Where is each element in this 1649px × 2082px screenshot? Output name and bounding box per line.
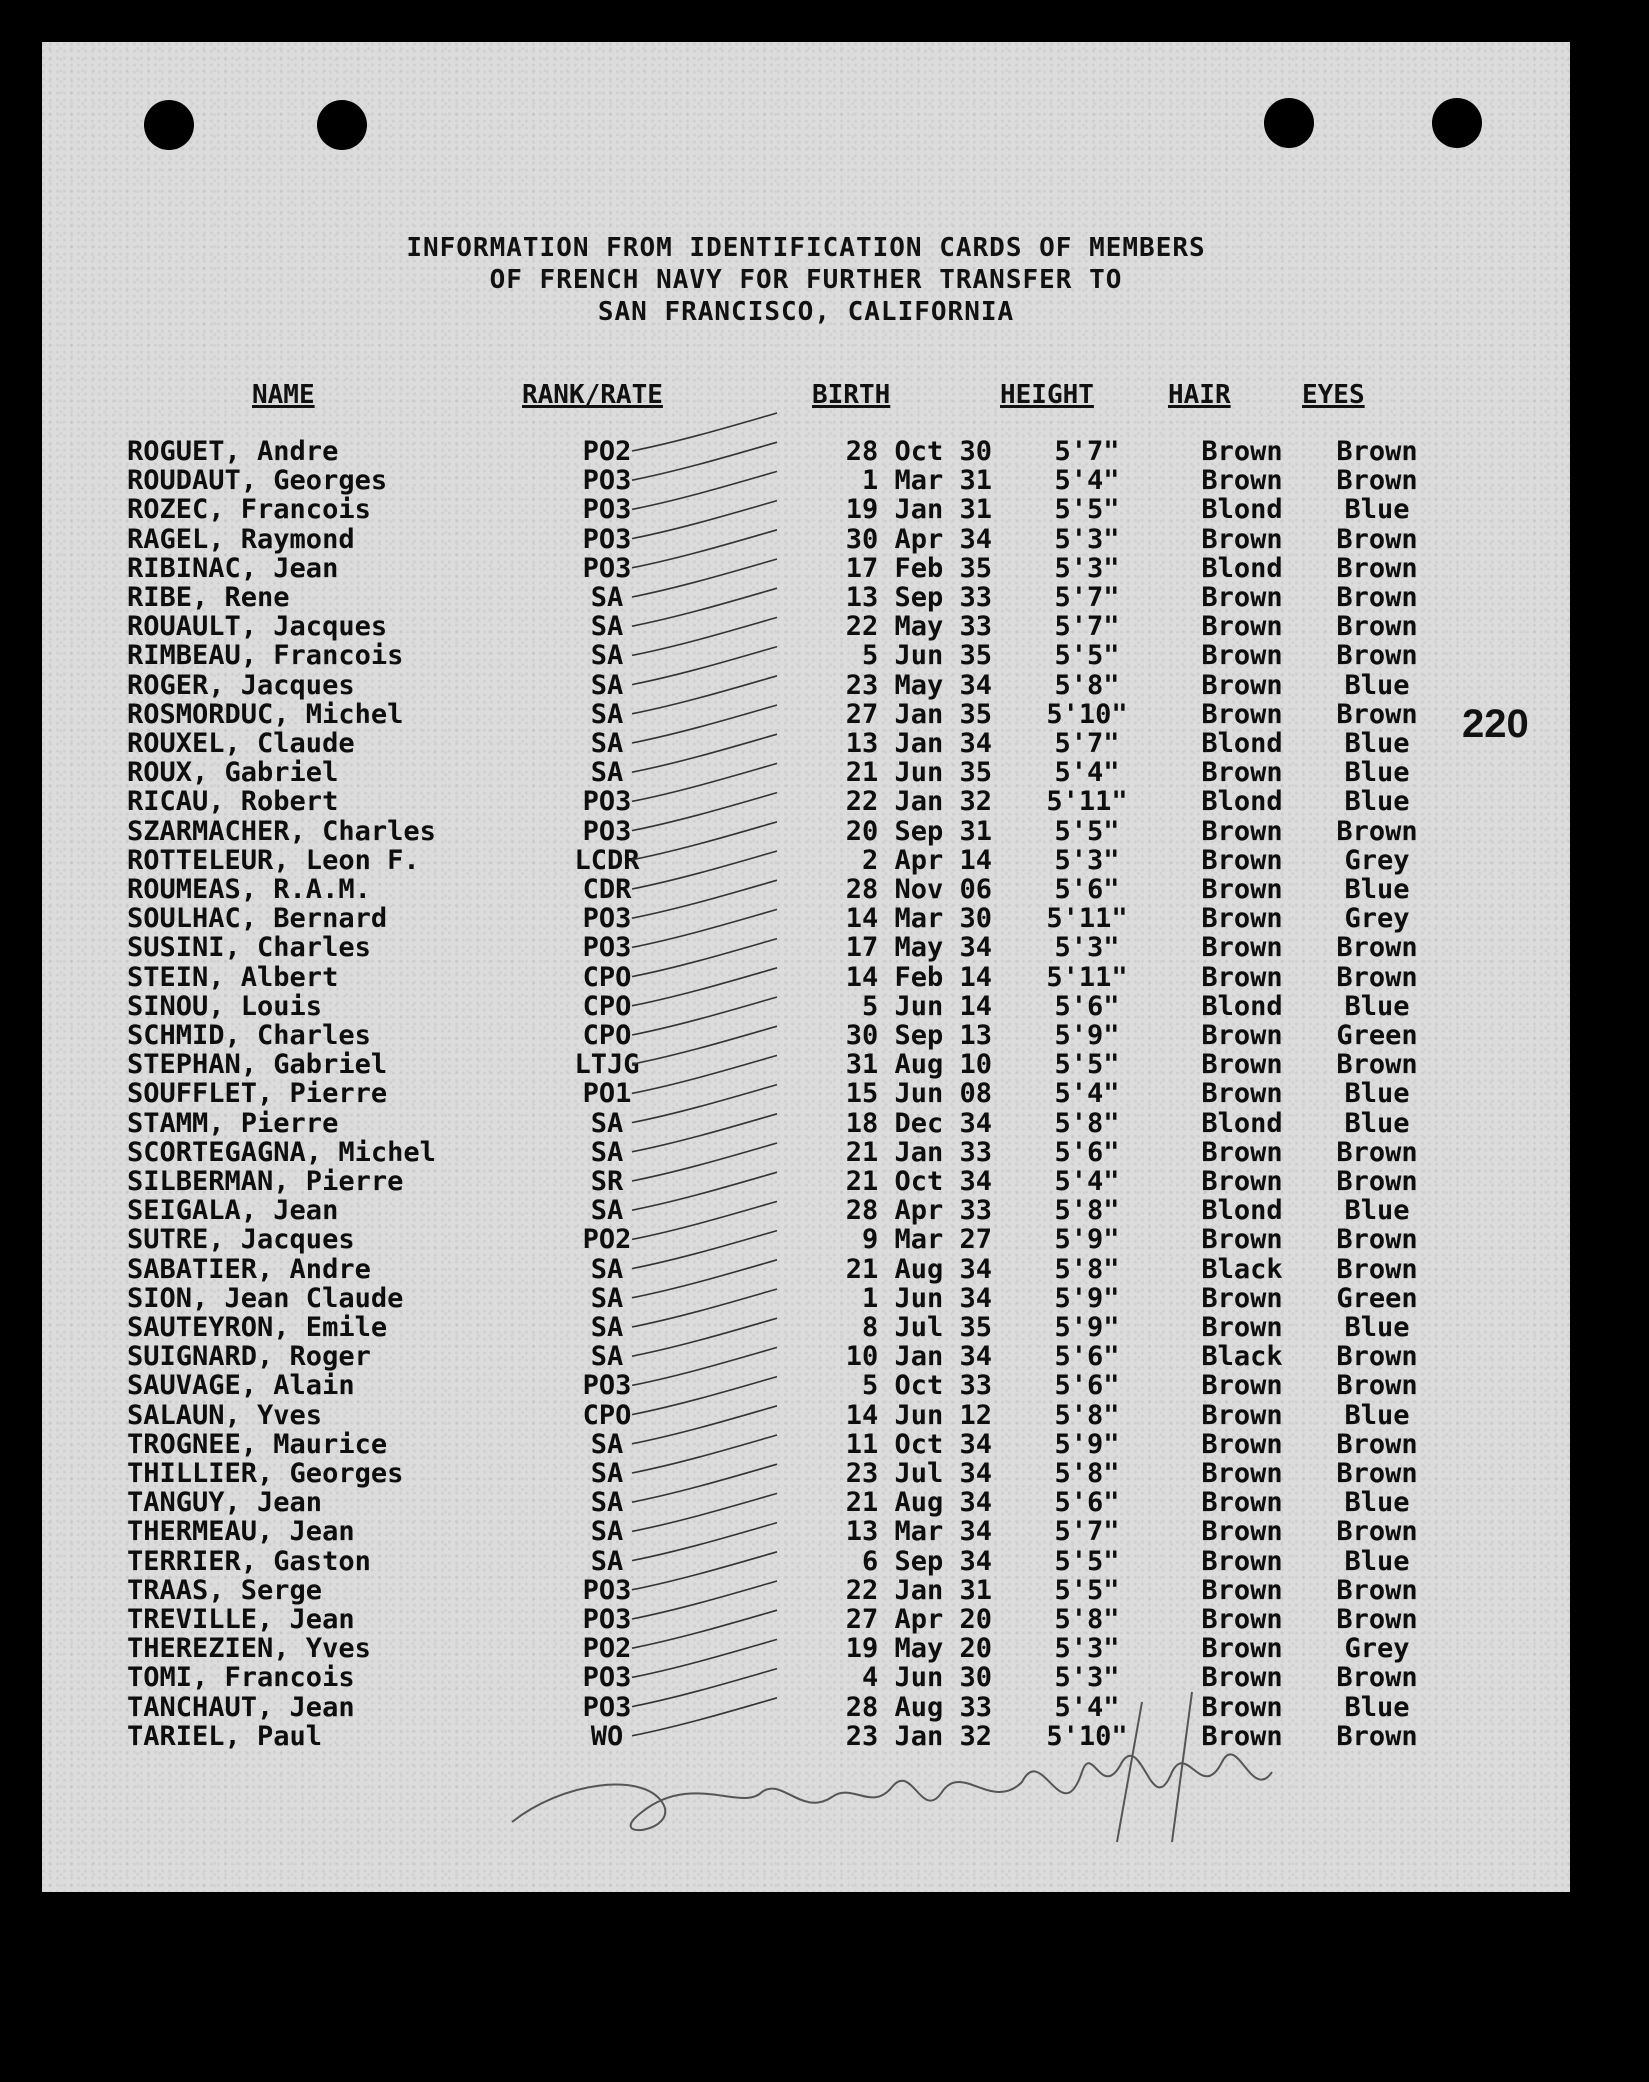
hair-cell: Brown (1201, 1720, 1283, 1752)
height-cell: 5'8" (1054, 1195, 1120, 1227)
hair-cell: Blond (1201, 990, 1283, 1022)
hair-cell: Brown (1201, 1458, 1283, 1489)
name-cell: SINOU, Louis (127, 990, 323, 1022)
rank-rate-cell: SA (590, 1516, 624, 1548)
eyes-cell: Blue (1344, 1107, 1410, 1139)
height-cell: 5'9" (1054, 1282, 1120, 1314)
header-eyes: EYES (1302, 380, 1365, 410)
birth-cell: 17 May 34 (845, 932, 992, 964)
name-cell: STEIN, Albert (127, 961, 339, 993)
birth-cell: 21 Jan 33 (845, 1136, 992, 1168)
height-cell: 5'6" (1054, 1487, 1120, 1519)
rank-rate-cell: SA (590, 1341, 624, 1373)
height-cell: 5'11" (1046, 961, 1128, 993)
hair-cell: Blond (1201, 552, 1283, 584)
birth-cell: 11 Oct 34 (845, 1428, 992, 1460)
height-cell: 5'3" (1054, 523, 1120, 555)
birth-cell: 23 Jan 32 (845, 1720, 992, 1752)
eyes-cell: Brown (1336, 1516, 1418, 1548)
height-cell: 5'5" (1054, 815, 1120, 847)
hair-cell: Brown (1201, 1604, 1283, 1635)
hair-cell: Brown (1201, 698, 1283, 730)
eyes-cell: Blue (1344, 1078, 1410, 1110)
hair-cell: Brown (1201, 1020, 1283, 1051)
eyes-cell: Brown (1336, 1166, 1418, 1197)
height-cell: 5'3" (1054, 932, 1120, 964)
height-cell: 5'5" (1054, 1545, 1120, 1577)
hair-cell: Brown (1201, 1370, 1283, 1402)
hair-cell: Brown (1201, 669, 1283, 701)
name-cell: SALAUN, Yves (127, 1399, 323, 1431)
rank-rate-cell: CPO (582, 1399, 632, 1431)
birth-cell: 23 May 34 (845, 669, 992, 701)
eyes-cell: Brown (1336, 1253, 1418, 1285)
header-height: HEIGHT (1000, 380, 1094, 410)
rank-rate-cell: WO (590, 1720, 624, 1752)
hair-cell: Brown (1201, 932, 1283, 964)
eyes-cell: Blue (1344, 494, 1410, 526)
rank-rate-cell: PO1 (582, 1078, 632, 1110)
height-cell: 5'5" (1054, 1049, 1120, 1081)
rank-rate-cell: LTJG (574, 1049, 640, 1081)
rank-rate-cell: PO3 (582, 552, 632, 584)
rank-rate-cell: SA (590, 1312, 624, 1343)
name-cell: ROUDAUT, Georges (127, 465, 388, 497)
birth-cell: 23 Jul 34 (845, 1458, 992, 1489)
rank-rate-cell: PO3 (582, 1370, 632, 1402)
height-cell: 5'10" (1046, 698, 1128, 730)
birth-cell: 14 Mar 30 (845, 903, 992, 935)
rank-rate-cell: SA (590, 1195, 624, 1227)
rank-rate-cell: PO3 (582, 1662, 632, 1694)
height-cell: 5'5" (1054, 640, 1120, 672)
name-cell: SUIGNARD, Roger (127, 1341, 371, 1373)
eyes-cell: Brown (1336, 611, 1418, 643)
rank-rate-cell: SA (590, 698, 624, 730)
birth-cell: 5 Jun 35 (861, 640, 992, 672)
eyes-cell: Brown (1336, 932, 1418, 964)
height-cell: 5'8" (1054, 669, 1120, 701)
name-cell: TERRIER, Gaston (127, 1545, 371, 1577)
birth-cell: 28 Aug 33 (845, 1691, 992, 1723)
height-cell: 5'9" (1054, 1312, 1120, 1343)
height-cell: 5'6" (1054, 990, 1120, 1022)
rank-rate-cell: SA (590, 1136, 624, 1168)
eyes-cell: Brown (1336, 1136, 1418, 1168)
height-cell: 5'3" (1054, 844, 1120, 876)
birth-cell: 28 Apr 33 (845, 1195, 992, 1227)
name-cell: RIBE, Rene (127, 582, 290, 613)
hair-cell: Brown (1201, 1574, 1283, 1606)
height-cell: 5'3" (1054, 552, 1120, 584)
birth-cell: 20 Sep 31 (845, 815, 992, 847)
birth-cell: 1 Mar 31 (861, 465, 992, 497)
hair-cell: Brown (1201, 1428, 1283, 1460)
hair-cell: Brown (1201, 1545, 1283, 1577)
hair-cell: Brown (1201, 874, 1283, 905)
height-cell: 5'4" (1054, 465, 1120, 497)
eyes-cell: Blue (1344, 728, 1410, 759)
birth-cell: 28 Nov 06 (845, 874, 992, 905)
name-cell: RIMBEAU, Francois (127, 640, 404, 672)
eyes-cell: Brown (1336, 1370, 1418, 1402)
eyes-cell: Grey (1344, 903, 1410, 935)
eyes-cell: Brown (1336, 523, 1418, 555)
eyes-cell: Brown (1336, 1224, 1418, 1256)
hair-cell: Blond (1201, 728, 1283, 759)
header-name: NAME (252, 380, 315, 410)
hair-cell: Blond (1201, 1195, 1283, 1227)
eyes-cell: Brown (1336, 698, 1418, 730)
rank-rate-cell: SA (590, 1282, 624, 1314)
document-page (42, 42, 1570, 1892)
eyes-cell: Blue (1344, 1691, 1410, 1723)
name-cell: ROGUET, Andre (127, 436, 339, 467)
rank-rate-cell: SR (590, 1166, 624, 1197)
name-cell: RICAU, Robert (127, 786, 339, 818)
eyes-cell: Blue (1344, 786, 1410, 818)
rank-rate-cell: PO3 (582, 494, 632, 526)
height-cell: 5'9" (1054, 1020, 1120, 1051)
rank-rate-cell: CDR (582, 874, 632, 905)
eyes-cell: Blue (1344, 1545, 1410, 1577)
name-cell: ROUAULT, Jacques (127, 611, 388, 643)
rank-rate-cell: SA (590, 728, 624, 759)
name-cell: SAUTEYRON, Emile (127, 1312, 388, 1343)
birth-cell: 22 Jan 31 (845, 1574, 992, 1606)
eyes-cell: Grey (1344, 1633, 1410, 1665)
name-cell: SABATIER, Andre (127, 1253, 371, 1285)
hair-cell: Brown (1201, 1282, 1283, 1314)
rank-rate-cell: SA (590, 1545, 624, 1577)
name-cell: ROTTELEUR, Leon F. (127, 844, 420, 876)
hair-cell: Brown (1201, 436, 1283, 467)
eyes-cell: Brown (1336, 436, 1418, 467)
eyes-cell: Brown (1336, 961, 1418, 993)
eyes-cell: Brown (1336, 1720, 1418, 1752)
height-cell: 5'6" (1054, 1136, 1120, 1168)
birth-cell: 30 Apr 34 (845, 523, 992, 555)
rank-rate-cell: SA (590, 582, 624, 613)
rank-rate-cell: CPO (582, 961, 632, 993)
name-cell: ROGER, Jacques (127, 669, 355, 701)
rank-rate-cell: PO3 (582, 786, 632, 818)
birth-cell: 14 Jun 12 (845, 1399, 992, 1431)
rank-rate-cell: PO3 (582, 1691, 632, 1723)
hair-cell: Brown (1201, 611, 1283, 643)
height-cell: 5'11" (1046, 903, 1128, 935)
birth-cell: 30 Sep 13 (845, 1020, 992, 1051)
rank-rate-cell: PO3 (582, 932, 632, 964)
rank-rate-cell: PO2 (582, 1224, 632, 1256)
eyes-cell: Blue (1344, 757, 1410, 789)
height-cell: 5'3" (1054, 1662, 1120, 1694)
birth-cell: 9 Mar 27 (861, 1224, 992, 1256)
birth-cell: 1 Jun 34 (861, 1282, 992, 1314)
page-number: 220 (1462, 702, 1529, 746)
eyes-cell: Brown (1336, 815, 1418, 847)
rank-rate-cell: PO3 (582, 815, 632, 847)
height-cell: 5'4" (1054, 1166, 1120, 1197)
rank-rate-cell: LCDR (574, 844, 640, 876)
birth-cell: 10 Jan 34 (845, 1341, 992, 1373)
header-rank-rate: RANK/RATE (522, 380, 663, 410)
hair-cell: Brown (1201, 815, 1283, 847)
height-cell: 5'7" (1054, 728, 1120, 759)
birth-cell: 13 Mar 34 (845, 1516, 992, 1548)
birth-cell: 6 Sep 34 (861, 1545, 992, 1577)
birth-cell: 19 Jan 31 (845, 494, 992, 526)
hair-cell: Blond (1201, 786, 1283, 818)
birth-cell: 21 Aug 34 (845, 1487, 992, 1519)
rank-rate-cell: SA (590, 1458, 624, 1489)
hair-cell: Brown (1201, 1049, 1283, 1081)
height-cell: 5'7" (1054, 1516, 1120, 1548)
hair-cell: Brown (1201, 1078, 1283, 1110)
eyes-cell: Brown (1336, 1458, 1418, 1489)
height-cell: 5'7" (1054, 582, 1120, 613)
birth-cell: 19 May 20 (845, 1633, 992, 1665)
birth-cell: 27 Apr 20 (845, 1604, 992, 1635)
name-cell: TANCHAUT, Jean (127, 1691, 355, 1723)
rank-rate-cell: SA (590, 1428, 624, 1460)
hair-cell: Black (1201, 1253, 1283, 1285)
hair-cell: Brown (1201, 1633, 1283, 1665)
birth-cell: 22 May 33 (845, 611, 992, 643)
birth-cell: 21 Jun 35 (845, 757, 992, 789)
birth-cell: 15 Jun 08 (845, 1078, 992, 1110)
rank-rate-cell: SA (590, 1487, 624, 1519)
hair-cell: Blond (1201, 494, 1283, 526)
height-cell: 5'11" (1046, 786, 1128, 818)
rank-rate-cell: PO3 (582, 903, 632, 935)
name-cell: SEIGALA, Jean (127, 1195, 339, 1227)
rank-rate-cell: CPO (582, 1020, 632, 1051)
hair-cell: Brown (1201, 1224, 1283, 1256)
hair-cell: Brown (1201, 961, 1283, 993)
name-cell: SCHMID, Charles (127, 1020, 371, 1051)
name-cell: SOUFFLET, Pierre (127, 1078, 388, 1110)
header-birth: BIRTH (812, 380, 891, 410)
rank-rate-cell: SA (590, 757, 624, 789)
name-cell: TARIEL, Paul (127, 1720, 323, 1752)
eyes-cell: Brown (1336, 582, 1418, 613)
birth-cell: 28 Oct 30 (845, 436, 992, 467)
eyes-cell: Brown (1336, 1574, 1418, 1606)
name-cell: TANGUY, Jean (127, 1487, 323, 1519)
birth-cell: 21 Aug 34 (845, 1253, 992, 1285)
title-line-2: OF FRENCH NAVY FOR FURTHER TRANSFER TO (489, 265, 1123, 295)
hair-cell: Brown (1201, 1136, 1283, 1168)
height-cell: 5'10" (1046, 1720, 1128, 1752)
rank-rate-cell: PO2 (582, 436, 632, 467)
hair-cell: Brown (1201, 640, 1283, 672)
eyes-cell: Blue (1344, 990, 1410, 1022)
signature (42, 42, 1570, 1892)
hair-cell: Brown (1201, 1487, 1283, 1519)
eyes-cell: Brown (1336, 1604, 1418, 1635)
name-cell: SILBERMAN, Pierre (127, 1166, 404, 1197)
rank-rate-cell: CPO (582, 990, 632, 1022)
birth-cell: 5 Jun 14 (861, 990, 992, 1022)
birth-cell: 2 Apr 14 (861, 844, 992, 876)
rank-rate-cell: SA (590, 1253, 624, 1285)
birth-cell: 31 Aug 10 (845, 1049, 992, 1081)
height-cell: 5'5" (1054, 494, 1120, 526)
name-cell: ROSMORDUC, Michel (127, 698, 404, 730)
eyes-cell: Blue (1344, 1312, 1410, 1343)
hair-cell: Brown (1201, 1516, 1283, 1548)
birth-cell: 5 Oct 33 (861, 1370, 992, 1402)
height-cell: 5'4" (1054, 757, 1120, 789)
height-cell: 5'8" (1054, 1604, 1120, 1635)
rank-rate-cell: PO3 (582, 523, 632, 555)
eyes-cell: Grey (1344, 844, 1410, 876)
height-cell: 5'9" (1054, 1428, 1120, 1460)
name-cell: SOULHAC, Bernard (127, 903, 388, 935)
eyes-cell: Green (1336, 1282, 1418, 1314)
name-cell: SAUVAGE, Alain (127, 1370, 355, 1402)
hair-cell: Brown (1201, 1166, 1283, 1197)
hair-cell: Brown (1201, 523, 1283, 555)
height-cell: 5'8" (1054, 1253, 1120, 1285)
name-cell: RIBINAC, Jean (127, 552, 339, 584)
hair-cell: Brown (1201, 582, 1283, 613)
title-line-1: INFORMATION FROM IDENTIFICATION CARDS OF MEMBERS (406, 233, 1206, 263)
eyes-cell: Blue (1344, 874, 1410, 905)
eyes-cell: Brown (1336, 1049, 1418, 1081)
rank-rate-cell: PO3 (582, 1604, 632, 1635)
hair-cell: Brown (1201, 465, 1283, 497)
title-line-3: SAN FRANCISCO, CALIFORNIA (597, 297, 1015, 327)
eyes-cell: Brown (1336, 1662, 1418, 1694)
name-cell: SUTRE, Jacques (127, 1224, 355, 1256)
rank-rate-cell: SA (590, 669, 624, 701)
name-cell: SUSINI, Charles (127, 932, 371, 964)
name-cell: TREVILLE, Jean (127, 1604, 355, 1635)
name-cell: TRAAS, Serge (127, 1574, 323, 1606)
name-cell: ROUXEL, Claude (127, 728, 355, 759)
height-cell: 5'6" (1054, 1370, 1120, 1402)
hair-cell: Brown (1201, 1691, 1283, 1723)
eyes-cell: Blue (1344, 1399, 1410, 1431)
name-cell: SCORTEGAGNA, Michel (127, 1136, 436, 1168)
hair-cell: Brown (1201, 903, 1283, 935)
hair-cell: Brown (1201, 1312, 1283, 1343)
eyes-cell: Brown (1336, 465, 1418, 497)
name-cell: ROZEC, Francois (127, 494, 371, 526)
eyes-cell: Brown (1336, 1341, 1418, 1373)
birth-cell: 27 Jan 35 (845, 698, 992, 730)
height-cell: 5'8" (1054, 1458, 1120, 1489)
eyes-cell: Brown (1336, 640, 1418, 672)
name-cell: TOMI, Francois (127, 1662, 355, 1694)
eyes-cell: Brown (1336, 1428, 1418, 1460)
birth-cell: 8 Jul 35 (861, 1312, 992, 1343)
name-cell: SZARMACHER, Charles (127, 815, 436, 847)
name-cell: THILLIER, Georges (127, 1458, 404, 1489)
hair-cell: Brown (1201, 844, 1283, 876)
rank-rate-cell: PO3 (582, 1574, 632, 1606)
birth-cell: 13 Jan 34 (845, 728, 992, 759)
rank-rate-cell: PO2 (582, 1633, 632, 1665)
name-cell: THERMEAU, Jean (127, 1516, 355, 1548)
name-cell: TROGNEE, Maurice (127, 1428, 388, 1460)
hair-cell: Blond (1201, 1107, 1283, 1139)
height-cell: 5'6" (1054, 874, 1120, 905)
height-cell: 5'4" (1054, 1691, 1120, 1723)
birth-cell: 13 Sep 33 (845, 582, 992, 613)
birth-cell: 17 Feb 35 (845, 552, 992, 584)
birth-cell: 18 Dec 34 (845, 1107, 992, 1139)
rank-rate-cell: SA (590, 1107, 624, 1139)
name-cell: ROUMEAS, R.A.M. (127, 874, 371, 905)
rank-rate-cell: SA (590, 611, 624, 643)
eyes-cell: Blue (1344, 669, 1410, 701)
eyes-cell: Green (1336, 1020, 1418, 1051)
birth-cell: 4 Jun 30 (861, 1662, 992, 1694)
height-cell: 5'4" (1054, 1078, 1120, 1110)
eyes-cell: Blue (1344, 1487, 1410, 1519)
height-cell: 5'7" (1054, 436, 1120, 467)
birth-cell: 21 Oct 34 (845, 1166, 992, 1197)
name-cell: THEREZIEN, Yves (127, 1633, 371, 1665)
eyes-cell: Brown (1336, 552, 1418, 584)
hair-cell: Brown (1201, 1662, 1283, 1694)
height-cell: 5'7" (1054, 611, 1120, 643)
birth-cell: 22 Jan 32 (845, 786, 992, 818)
header-hair: HAIR (1168, 380, 1231, 410)
height-cell: 5'3" (1054, 1633, 1120, 1665)
height-cell: 5'8" (1054, 1399, 1120, 1431)
height-cell: 5'9" (1054, 1224, 1120, 1256)
height-cell: 5'8" (1054, 1107, 1120, 1139)
name-cell: STEPHAN, Gabriel (127, 1049, 388, 1081)
height-cell: 5'6" (1054, 1341, 1120, 1373)
name-cell: STAMM, Pierre (127, 1107, 339, 1139)
rank-rate-cell: PO3 (582, 465, 632, 497)
birth-cell: 14 Feb 14 (845, 961, 992, 993)
hair-cell: Brown (1201, 757, 1283, 789)
rank-rate-cell: SA (590, 640, 624, 672)
name-cell: SION, Jean Claude (127, 1282, 404, 1314)
name-cell: RAGEL, Raymond (127, 523, 355, 555)
height-cell: 5'5" (1054, 1574, 1120, 1606)
hair-cell: Black (1201, 1341, 1283, 1373)
hair-cell: Brown (1201, 1399, 1283, 1431)
eyes-cell: Blue (1344, 1195, 1410, 1227)
name-cell: ROUX, Gabriel (127, 757, 339, 789)
